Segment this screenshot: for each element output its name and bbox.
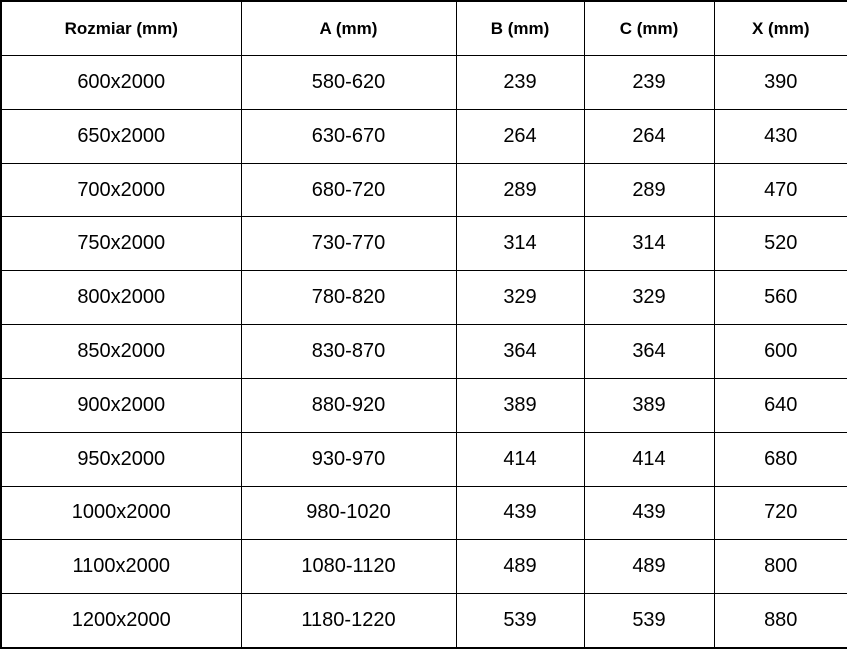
cell-rozmiar: 900x2000 <box>1 378 241 432</box>
cell-a: 780-820 <box>241 271 456 325</box>
cell-x: 470 <box>714 163 847 217</box>
cell-a: 1080-1120 <box>241 540 456 594</box>
cell-b: 264 <box>456 109 584 163</box>
table-row <box>1 163 847 217</box>
header-cell-x: X (mm) <box>714 1 847 56</box>
cell-c: 264 <box>584 109 714 163</box>
cell-b: 364 <box>456 325 584 379</box>
table-row <box>1 109 847 163</box>
cell-rozmiar: 950x2000 <box>1 432 241 486</box>
cell-c: 489 <box>584 540 714 594</box>
cell-a: 730-770 <box>241 217 456 271</box>
cell-a: 580-620 <box>241 56 456 110</box>
cell-rozmiar: 1200x2000 <box>1 594 241 648</box>
cell-b: 489 <box>456 540 584 594</box>
table-row <box>1 217 847 271</box>
cell-c: 239 <box>584 56 714 110</box>
cell-b: 329 <box>456 271 584 325</box>
cell-b: 539 <box>456 594 584 648</box>
cell-x: 720 <box>714 486 847 540</box>
cell-x: 520 <box>714 217 847 271</box>
cell-c: 539 <box>584 594 714 648</box>
cell-b: 314 <box>456 217 584 271</box>
cell-a: 880-920 <box>241 378 456 432</box>
cell-a: 680-720 <box>241 163 456 217</box>
cell-b: 414 <box>456 432 584 486</box>
cell-rozmiar: 750x2000 <box>1 217 241 271</box>
cell-b: 439 <box>456 486 584 540</box>
table-row <box>1 271 847 325</box>
cell-x: 430 <box>714 109 847 163</box>
cell-x: 880 <box>714 594 847 648</box>
cell-c: 364 <box>584 325 714 379</box>
cell-x: 800 <box>714 540 847 594</box>
table-row <box>1 486 847 540</box>
cell-c: 314 <box>584 217 714 271</box>
table-row <box>1 325 847 379</box>
cell-x: 680 <box>714 432 847 486</box>
cell-rozmiar: 800x2000 <box>1 271 241 325</box>
cell-rozmiar: 1000x2000 <box>1 486 241 540</box>
cell-x: 600 <box>714 325 847 379</box>
cell-a: 830-870 <box>241 325 456 379</box>
cell-c: 439 <box>584 486 714 540</box>
header-cell-rozmiar: Rozmiar (mm) <box>1 1 241 56</box>
cell-c: 389 <box>584 378 714 432</box>
cell-x: 560 <box>714 271 847 325</box>
cell-rozmiar: 700x2000 <box>1 163 241 217</box>
cell-x: 390 <box>714 56 847 110</box>
header-cell-b: B (mm) <box>456 1 584 56</box>
cell-rozmiar: 650x2000 <box>1 109 241 163</box>
cell-b: 389 <box>456 378 584 432</box>
header-cell-a: A (mm) <box>241 1 456 56</box>
cell-a: 980-1020 <box>241 486 456 540</box>
table-row <box>1 56 847 110</box>
cell-x: 640 <box>714 378 847 432</box>
table-row <box>1 594 847 648</box>
cell-a: 630-670 <box>241 109 456 163</box>
cell-rozmiar: 1100x2000 <box>1 540 241 594</box>
table-row <box>1 432 847 486</box>
table-row <box>1 540 847 594</box>
cell-c: 289 <box>584 163 714 217</box>
cell-c: 414 <box>584 432 714 486</box>
header-cell-c: C (mm) <box>584 1 714 56</box>
cell-b: 239 <box>456 56 584 110</box>
cell-rozmiar: 850x2000 <box>1 325 241 379</box>
cell-c: 329 <box>584 271 714 325</box>
cell-a: 1180-1220 <box>241 594 456 648</box>
table-row <box>1 378 847 432</box>
cell-rozmiar: 600x2000 <box>1 56 241 110</box>
cell-a: 930-970 <box>241 432 456 486</box>
cell-b: 289 <box>456 163 584 217</box>
table-header-row <box>1 1 847 56</box>
